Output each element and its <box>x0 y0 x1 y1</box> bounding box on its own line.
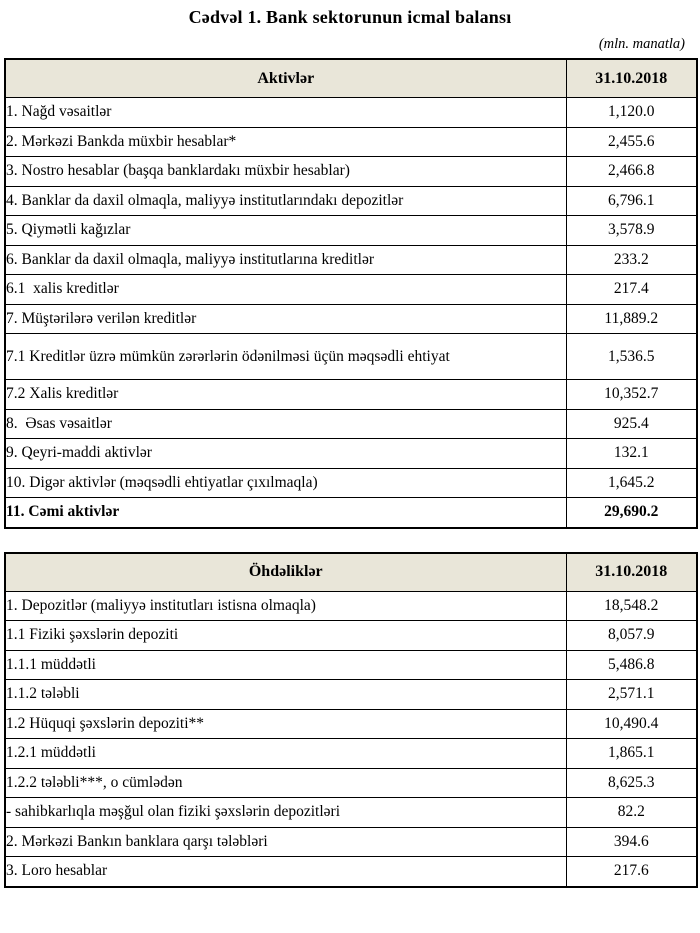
table-row <box>5 439 697 469</box>
table-row <box>5 127 697 157</box>
balance-table-assets <box>4 58 698 529</box>
section-header-label: Öhdəliklər <box>5 553 566 592</box>
table-row <box>5 827 697 857</box>
table-row <box>5 157 697 187</box>
table-row <box>5 409 697 439</box>
table-row <box>5 739 697 769</box>
row-label: 2. Mərkəzi Bankın banklara qarşı tələbləri <box>5 827 566 857</box>
row-label: 5. Qiymətli kağızlar <box>5 216 566 246</box>
row-value: 18,548.2 <box>566 591 697 621</box>
table-row <box>5 380 697 410</box>
row-label: 1. Nağd vəsaitlər <box>5 98 566 128</box>
row-label: 1.2.2 tələbli***, o cümlədən <box>5 768 566 798</box>
table-row <box>5 334 697 380</box>
row-label: 1. Depozitlər (maliyyə institutları istisna olmaqla) <box>5 591 566 621</box>
date-column-header: 31.10.2018 <box>566 553 697 592</box>
row-value: 1,865.1 <box>566 739 697 769</box>
row-label: 8. Əsas vəsaitlər <box>5 409 566 439</box>
row-value: 6,796.1 <box>566 186 697 216</box>
table-header-row <box>5 59 697 98</box>
table-row <box>5 798 697 828</box>
table-row <box>5 304 697 334</box>
row-value: 217.4 <box>566 275 697 305</box>
row-value: 2,466.8 <box>566 157 697 187</box>
row-label: 10. Digər aktivlər (məqsədli ehtiyatlar çıxılmaqla) <box>5 468 566 498</box>
row-value: 2,455.6 <box>566 127 697 157</box>
table-row <box>5 216 697 246</box>
row-label: 1.2.1 müddətli <box>5 739 566 769</box>
page-title: Cədvəl 1. Bank sektorunun icmal balansı <box>188 7 512 27</box>
row-value: 233.2 <box>566 245 697 275</box>
row-label: 6. Banklar da daxil olmaqla, maliyyə institutlarına kreditlər <box>5 245 566 275</box>
table-row <box>5 98 697 128</box>
balance-table-liabilities <box>4 552 698 888</box>
row-label: 7.1 Kreditlər üzrə mümkün zərərlərin ödənilməsi üçün məqsədli ehtiyat <box>5 334 566 380</box>
table-row <box>5 709 697 739</box>
table-row <box>5 680 697 710</box>
row-label: 4. Banklar da daxil olmaqla, maliyyə institutlarındakı depozitlər <box>5 186 566 216</box>
row-label: 1.2 Hüquqi şəxslərin depoziti** <box>5 709 566 739</box>
row-value: 1,120.0 <box>566 98 697 128</box>
date-column-header: 31.10.2018 <box>566 59 697 98</box>
table-row <box>5 650 697 680</box>
row-label: 3. Nostro hesablar (başqa banklardakı müxbir hesablar) <box>5 157 566 187</box>
row-label: - sahibkarlıqla məşğul olan fiziki şəxslərin depozitləri <box>5 798 566 828</box>
row-value: 5,486.8 <box>566 650 697 680</box>
row-value: 8,057.9 <box>566 621 697 651</box>
table-header-row <box>5 553 697 592</box>
section-header-label: Aktivlər <box>5 59 566 98</box>
row-label: 1.1.1 müddətli <box>5 650 566 680</box>
row-value: 394.6 <box>566 827 697 857</box>
table-row <box>5 186 697 216</box>
row-label: 6.1 xalis kreditlər <box>5 275 566 305</box>
row-label: 7.2 Xalis kreditlər <box>5 380 566 410</box>
table-row <box>5 498 697 528</box>
table-row <box>5 591 697 621</box>
table-row <box>5 275 697 305</box>
row-value: 3,578.9 <box>566 216 697 246</box>
row-label: 3. Loro hesablar <box>5 857 566 887</box>
row-value: 82.2 <box>566 798 697 828</box>
row-value: 1,645.2 <box>566 468 697 498</box>
table-row <box>5 468 697 498</box>
row-value: 10,352.7 <box>566 380 697 410</box>
row-label: 9. Qeyri-maddi aktivlər <box>5 439 566 469</box>
table-row <box>5 857 697 887</box>
row-label: 1.1.2 tələbli <box>5 680 566 710</box>
row-value: 925.4 <box>566 409 697 439</box>
row-label: 11. Cəmi aktivlər <box>5 498 566 528</box>
tables-container <box>0 58 700 888</box>
row-label: 2. Mərkəzi Bankda müxbir hesablar* <box>5 127 566 157</box>
table-row <box>5 621 697 651</box>
row-label: 7. Müştərilərə verilən kreditlər <box>5 304 566 334</box>
row-value: 29,690.2 <box>566 498 697 528</box>
row-value: 11,889.2 <box>566 304 697 334</box>
row-value: 132.1 <box>566 439 697 469</box>
unit-note: (mln. manatla) <box>598 36 685 52</box>
row-value: 8,625.3 <box>566 768 697 798</box>
row-value: 10,490.4 <box>566 709 697 739</box>
table-row <box>5 768 697 798</box>
table-gap <box>0 529 700 552</box>
row-value: 1,536.5 <box>566 334 697 380</box>
table-row <box>5 245 697 275</box>
row-value: 2,571.1 <box>566 680 697 710</box>
row-label: 1.1 Fiziki şəxslərin depoziti <box>5 621 566 651</box>
row-value: 217.6 <box>566 857 697 887</box>
